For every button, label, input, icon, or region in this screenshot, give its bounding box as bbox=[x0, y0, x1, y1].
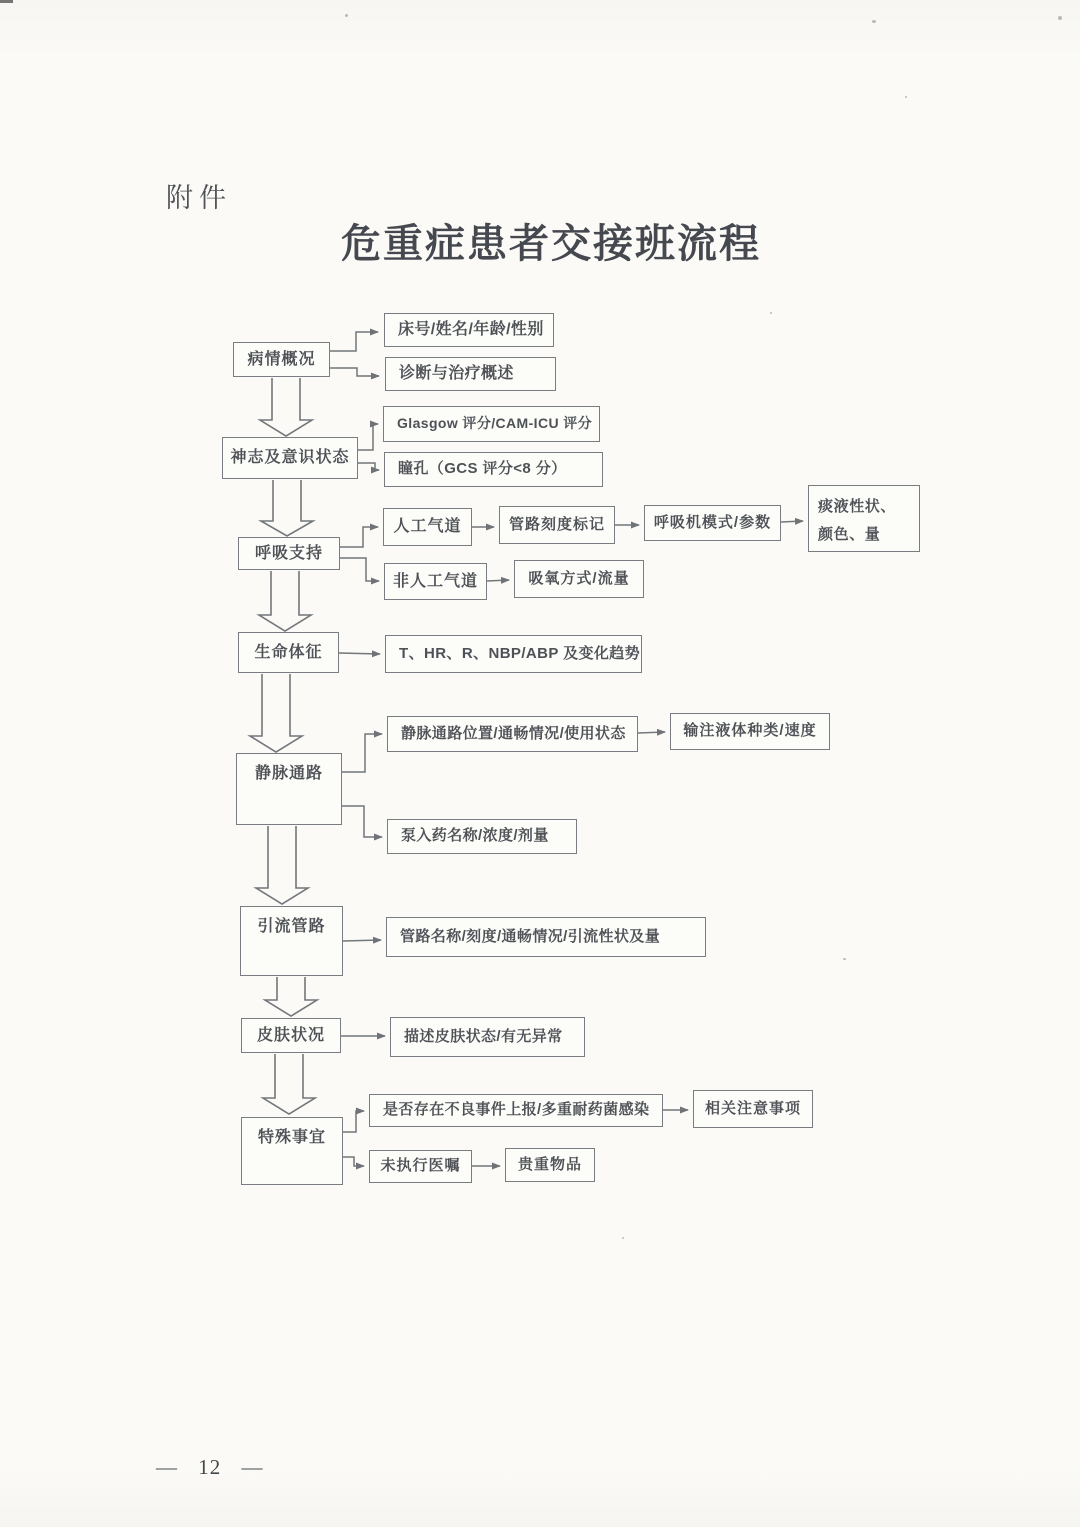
attachment-label: 附件 bbox=[166, 183, 232, 213]
node-patient-info: 床号/姓名/年龄/性别 bbox=[384, 313, 554, 347]
node-glasgow-score: Glasgow 评分/CAM-ICU 评分 bbox=[383, 406, 600, 442]
node-adverse-events: 是否存在不良事件上报/多重耐药菌感染 bbox=[369, 1094, 663, 1127]
node-oxygen-method: 吸氧方式/流量 bbox=[514, 560, 644, 598]
node-diagnosis-summary: 诊断与治疗概述 bbox=[385, 357, 556, 391]
page-title: 危重症患者交接班流程 bbox=[341, 221, 761, 266]
node-pump-drug: 泵入药名称/浓度/剂量 bbox=[387, 819, 577, 854]
node-artificial-airway: 人工气道 bbox=[383, 508, 472, 546]
node-infusion-fluid: 输注液体种类/速度 bbox=[670, 713, 830, 750]
node-sputum-character: 痰液性状、颜色、量 bbox=[808, 485, 920, 552]
node-venous-access: 静脉通路 bbox=[236, 753, 342, 825]
node-consciousness-state: 神志及意识状态 bbox=[222, 437, 358, 479]
node-non-artificial-airway: 非人工气道 bbox=[384, 563, 487, 600]
down-block-arrows bbox=[250, 378, 317, 1114]
node-vitals-detail: T、HR、R、NBP/ABP 及变化趋势 bbox=[385, 635, 642, 673]
node-valuables: 贵重物品 bbox=[505, 1148, 595, 1182]
page-number: — 12 — bbox=[156, 1455, 264, 1479]
node-precautions: 相关注意事项 bbox=[693, 1090, 813, 1128]
node-vital-signs: 生命体征 bbox=[238, 632, 339, 673]
node-drainage-detail: 管路名称/刻度/通畅情况/引流性状及量 bbox=[386, 917, 706, 957]
node-ventilator-mode: 呼吸机模式/参数 bbox=[644, 505, 781, 541]
node-skin-condition: 皮肤状况 bbox=[241, 1018, 341, 1053]
node-condition-overview: 病情概况 bbox=[233, 342, 330, 377]
node-unexecuted-orders: 未执行医嘱 bbox=[369, 1150, 472, 1183]
node-pupil-check: 瞳孔（GCS 评分<8 分） bbox=[384, 452, 603, 487]
node-tube-scale-mark: 管路刻度标记 bbox=[499, 506, 615, 544]
node-skin-detail: 描述皮肤状态/有无异常 bbox=[390, 1017, 585, 1057]
node-special-matters: 特殊事宜 bbox=[241, 1117, 343, 1185]
node-drainage-tubes: 引流管路 bbox=[240, 906, 343, 976]
node-venous-detail: 静脉通路位置/通畅情况/使用状态 bbox=[387, 716, 638, 752]
node-breathing-support: 呼吸支持 bbox=[238, 537, 340, 570]
